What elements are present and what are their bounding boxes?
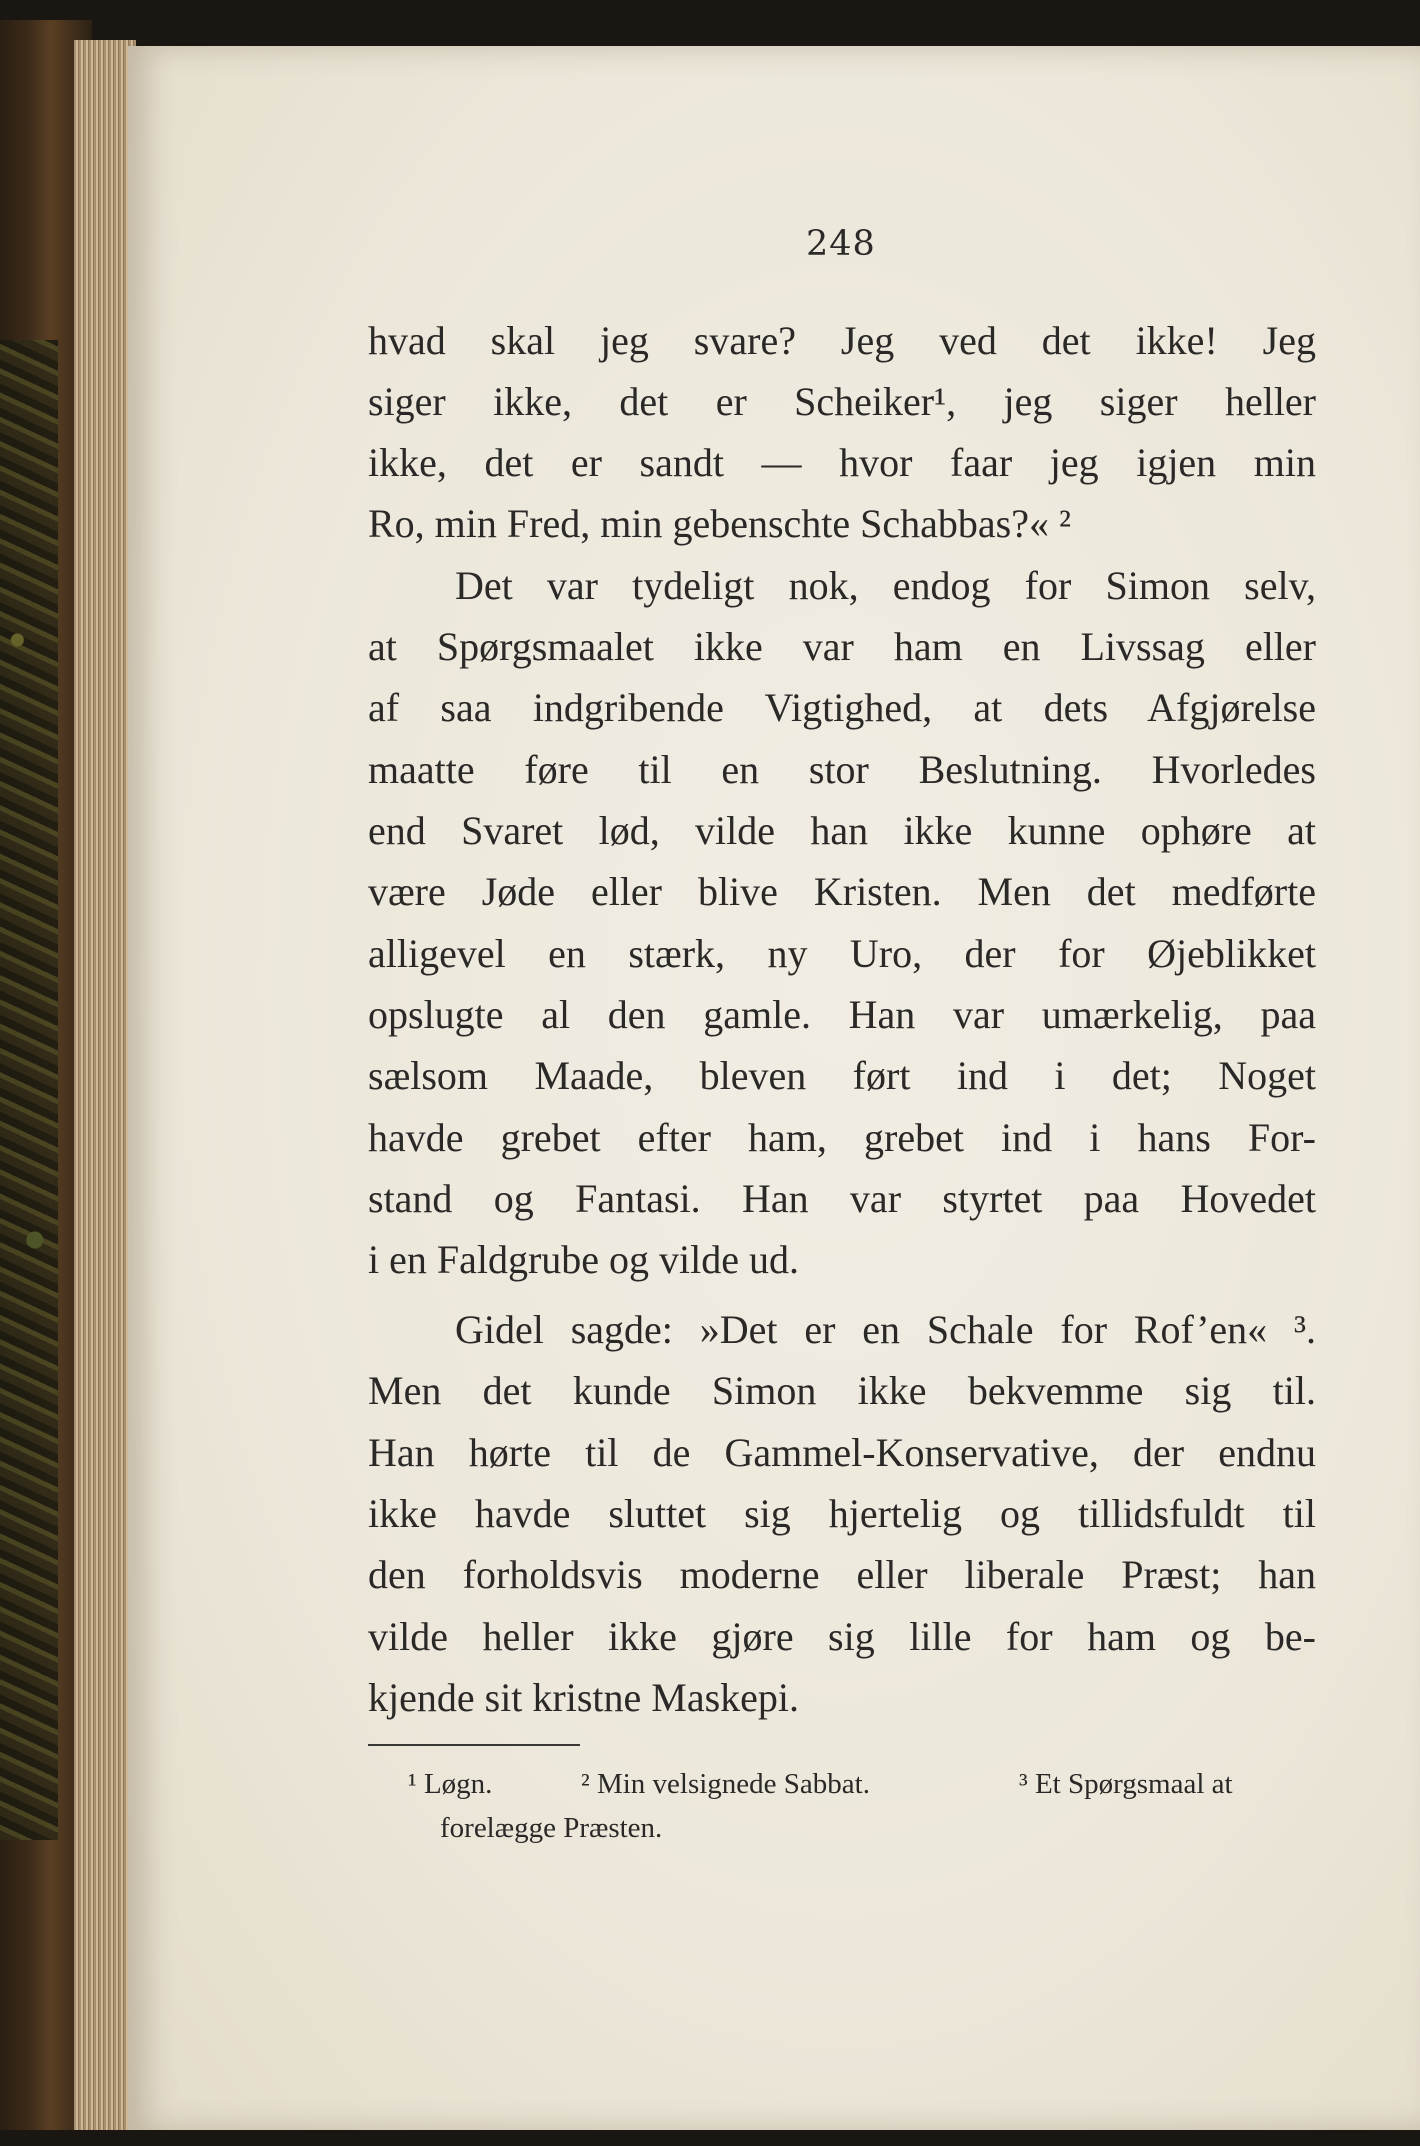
text-line: opslugte al den gamle. Han var umærkelig, paa: [368, 992, 1316, 1037]
text-line: alligevel en stærk, ny Uro, der for Øjeblikket: [368, 931, 1316, 976]
marbled-cover-edge: [0, 340, 58, 1840]
page-number: 248: [806, 224, 876, 264]
text-line: være Jøde eller blive Kristen. Men det medførte: [368, 869, 1316, 914]
footnote-3: ³ Et Spørgsmaal at: [1019, 1768, 1233, 1800]
text-line: vilde heller ikke gjøre sig lille for ham og be-: [368, 1614, 1316, 1659]
page-edges: [74, 40, 136, 2130]
text-line: ikke, det er sandt — hvor faar jeg igjen min: [368, 440, 1316, 485]
text-line: at Spørgsmaalet ikke var ham en Livssag eller: [368, 624, 1316, 669]
text-line: ikke havde sluttet sig hjertelig og tillidsfuldt til: [368, 1491, 1316, 1536]
text-line: Ro, min Fred, min gebenschte Schabbas?« ²: [368, 501, 1071, 546]
text-line: af saa indgribende Vigtighed, at dets Afgjørelse: [368, 685, 1316, 730]
text-line: kjende sit kristne Maskepi.: [368, 1675, 800, 1720]
text-line: maatte føre til en stor Beslutning. Hvorledes: [368, 747, 1316, 792]
text-line: Gidel sagde: »Det er en Schale for Rof’en« ³.: [455, 1307, 1316, 1352]
text-line: end Svaret lød, vilde han ikke kunne ophøre at: [368, 808, 1316, 853]
footnote-rule: [368, 1744, 580, 1746]
footnote-2: ² Min velsignede Sabbat.: [581, 1768, 870, 1800]
text-line: i en Faldgrube og vilde ud.: [368, 1237, 800, 1282]
text-line: stand og Fantasi. Han var styrtet paa Hovedet: [368, 1176, 1316, 1221]
footnote-1: ¹ Løgn.: [408, 1768, 493, 1800]
text-line: hvad skal jeg svare? Jeg ved det ikke! Jeg: [368, 318, 1316, 363]
text-line: sælsom Maade, bleven ført ind i det; Noget: [368, 1053, 1316, 1098]
footnote-3-continued: forelægge Præsten.: [440, 1812, 663, 1844]
text-line: Men det kunde Simon ikke bekvemme sig til.: [368, 1368, 1316, 1413]
text-line: havde grebet efter ham, grebet ind i hans For-: [368, 1115, 1316, 1160]
text-line: siger ikke, det er Scheiker¹, jeg siger heller: [368, 379, 1316, 424]
text-line: Det var tydeligt nok, endog for Simon selv,: [455, 563, 1316, 608]
text-line: Han hørte til de Gammel-Konservative, der endnu: [368, 1430, 1316, 1475]
text-line: den forholdsvis moderne eller liberale Præst; han: [368, 1552, 1316, 1597]
